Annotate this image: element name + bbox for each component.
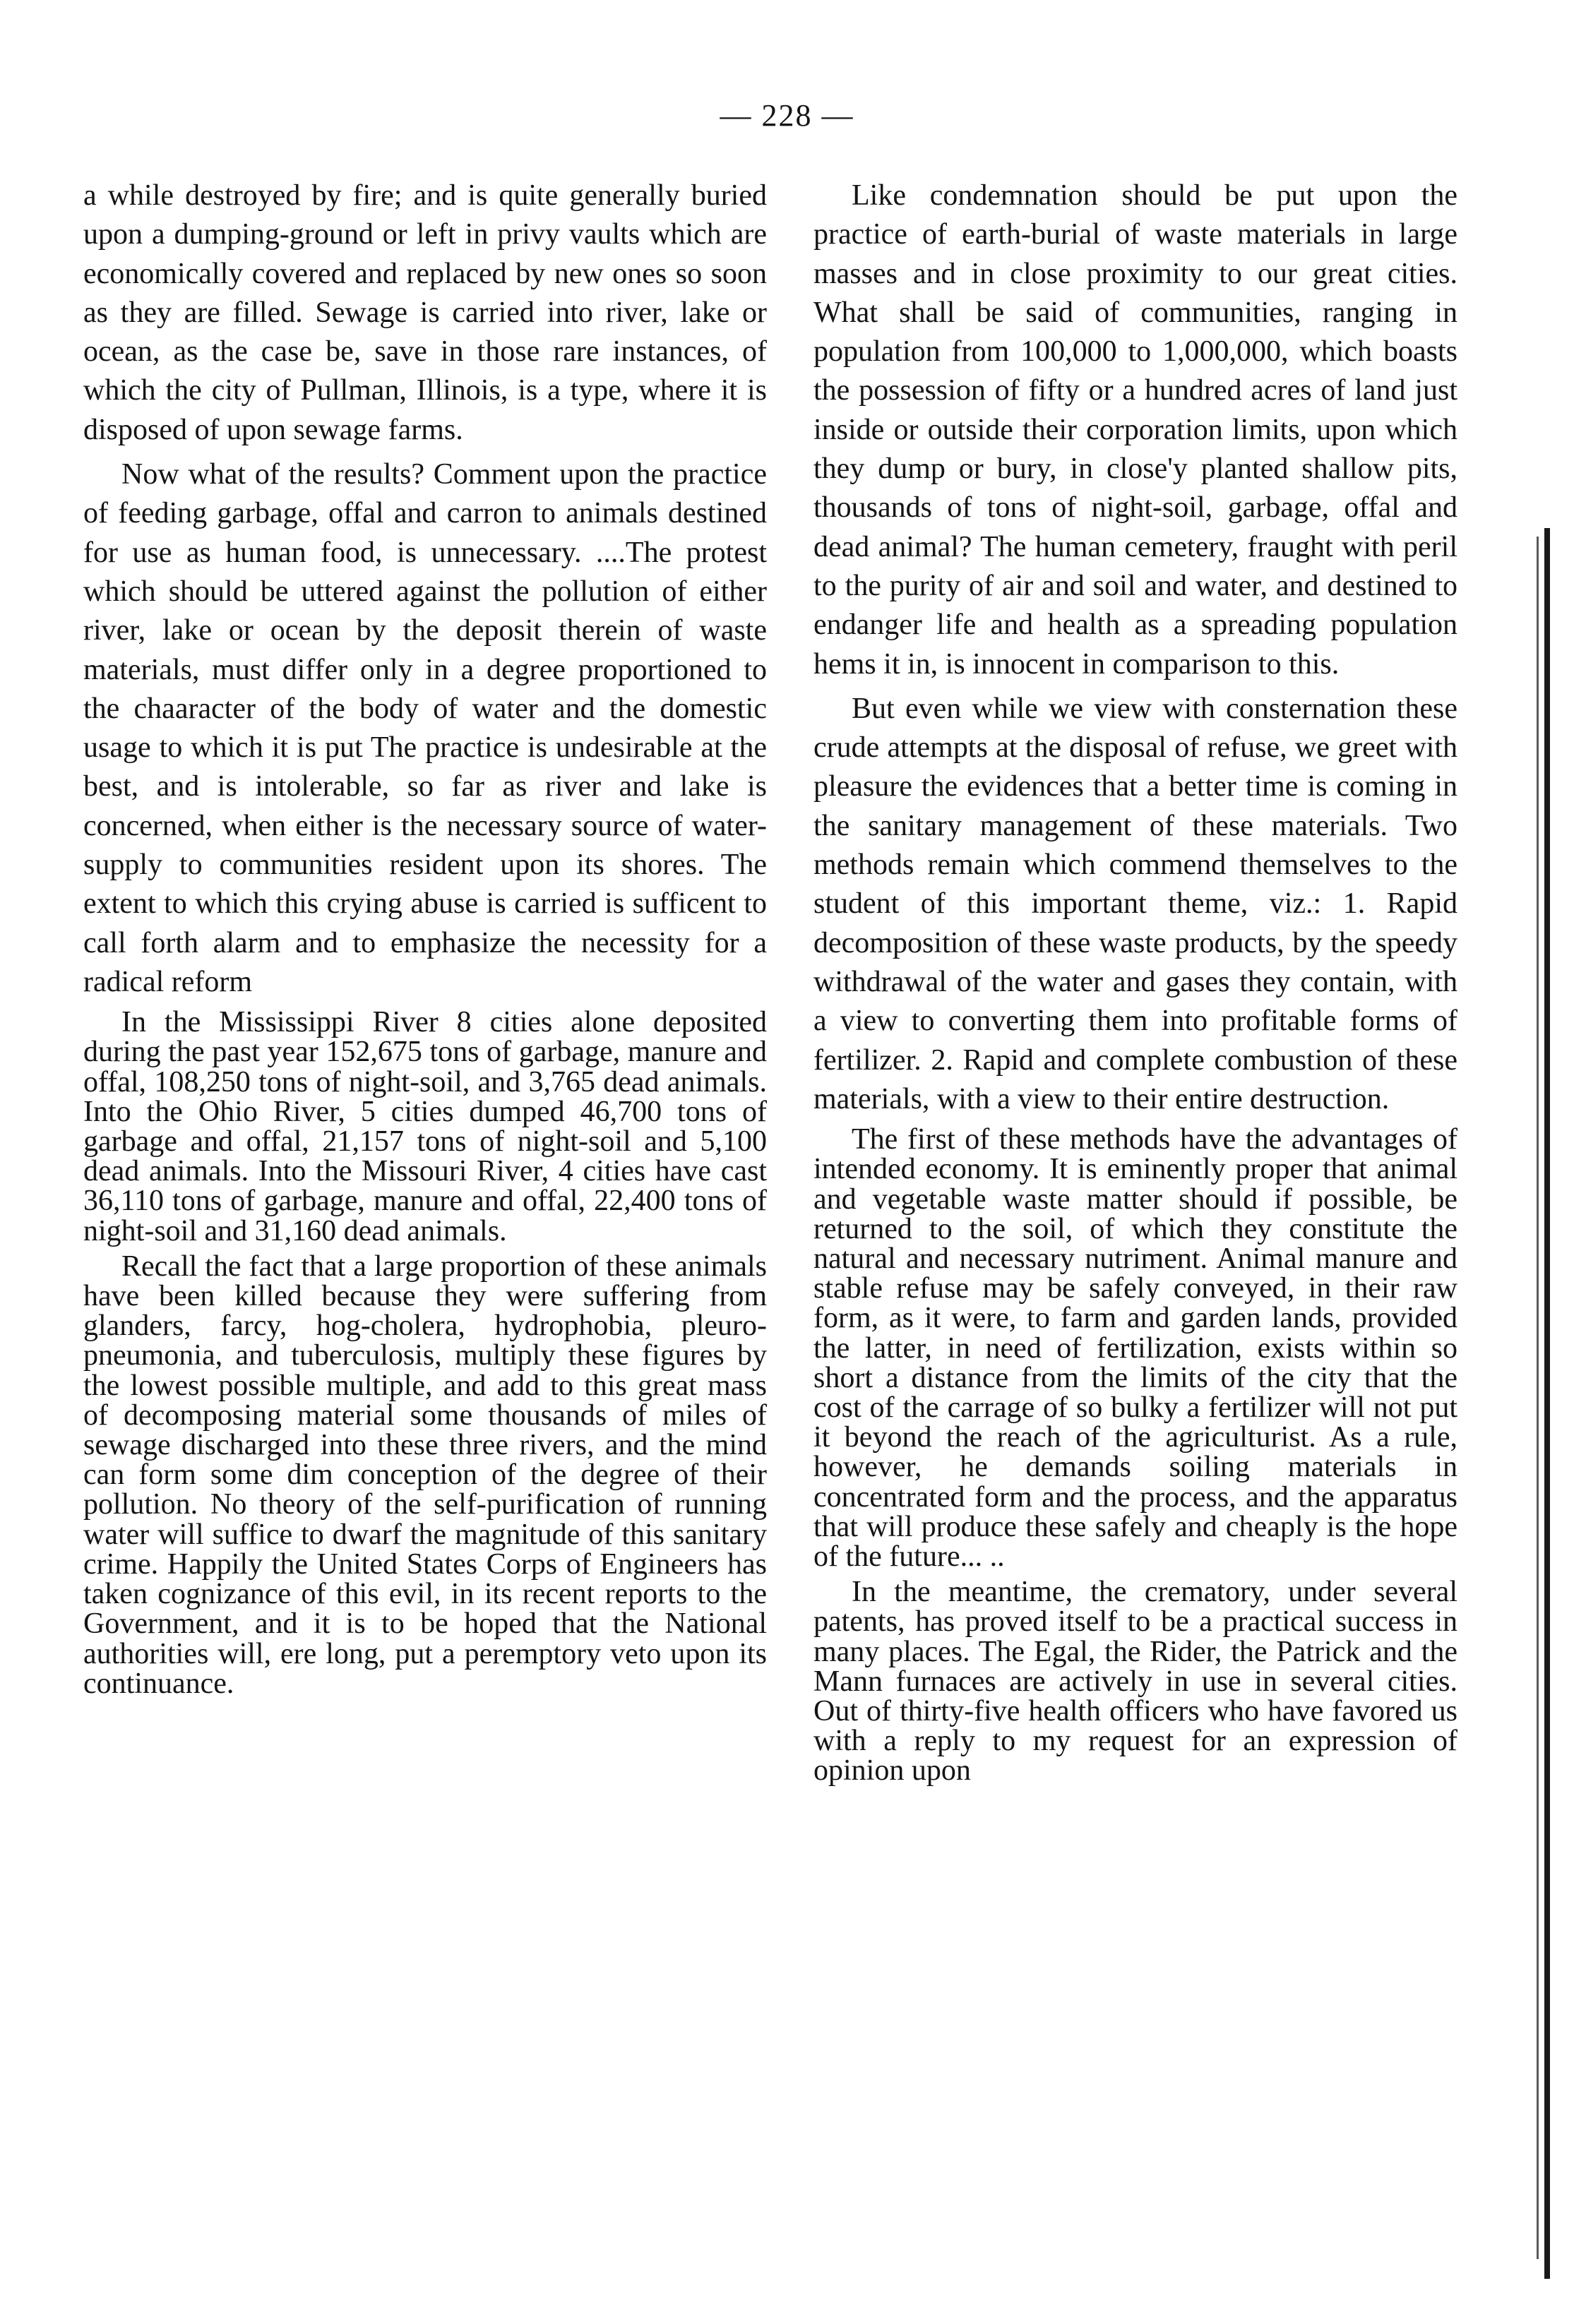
- right-column: [813, 176, 1457, 1786]
- paragraph: Now what of the results? Comment upon the practice of feeding garbage, offal and carron to animals destined for use as human food, is unnecessary. ....The protest which should be uttered against the pollution of either river, lake or ocean by the deposit therein of waste materials, must differ only in a degree proportioned to the chaaracter of the body of water and the domestic usage to which it is put The practice is undesirable at the best, and is intolerable, so far as river and lake is concerned, when either is the necessary source of water-supply to communities resident upon its shores. The extent to which this crying abuse is carried is sufficent to call forth alarm and to emphasize the necessity for a radical reform: [83, 458, 767, 998]
- binding-shadow: [1537, 537, 1539, 2259]
- paragraph: In the Mississippi River 8 cities alone deposited during the past year 152,675 tons of garbage, manure and offal, 108,250 tons of night-soil, and 3,765 dead animals. Into the Ohio River, 5 cities dumped 46,700 tons of garbage and offal, 21,157 tons of night-soil and 5,100 dead animals. Into the Missouri River, 4 cities have cast 36,110 tons of garbage, manure and offal, 22,400 tons of night-soil and 31,160 dead animals.: [83, 1006, 767, 1247]
- paragraph: Like condemnation should be put upon the practice of earth-burial of waste materials in large masses and in close proximity to our great cities. What shall be said of communities, ranging in population from 100,000 to 1,000,000, which boasts the possession of fifty or a hundred acres of land just inside or outside their corporation limits, upon which they dump or bury, in close'y planted shallow pits, thousands of tons of night-soil, garbage, offal and dead animal? The human cemetery, fraught with peril to the purity of air and soil and water, and destined to endanger life and health as a spreading population hems it in, is innocent in comparison to this.: [813, 179, 1457, 681]
- paragraph: The first of these methods have the advantages of intended economy. It is eminently proper that animal and vegetable waste matter should if possible, be returned to the soil, of which they constitute the natural and necessary nutriment. Animal manure and stable refuse may be safely conveyed, in their raw form, as it were, to farm and garden lands, provided the latter, in need of fertilization, exists within so short a distance from the limits of the city that the cost of the carrage of so bulky a fertilizer will not put it beyond the reach of the agriculturist. As a rule, however, he demands soiling materials in concentrated form and the process, and the apparatus that will produce these safely and cheaply is the hope of the future... ..: [813, 1123, 1457, 1573]
- page-number: — 228 —: [720, 98, 854, 133]
- left-column: [83, 176, 767, 1699]
- binding-edge: [1544, 528, 1550, 2279]
- paragraph: In the meantime, the crematory, under several patents, has proved itself to be a practical success in many places. The Egal, the Rider, the Patrick and the Mann furnaces are actively in use in several cities. Out of thirty-five health officers who have favored us with a reply to my request for an expression of opinion upon: [813, 1576, 1457, 1787]
- paragraph: But even while we view with consternation these crude attempts at the disposal of refuse, we greet with pleasure the evidences that a better time is coming in the sanitary management of these materials. Two methods remain which commend themselves to the student of this important theme, viz.: 1. Rapid decomposition of these waste products, by the speedy withdrawal of the water and gases they contain, with a view to converting them into profitable forms of fertilizer. 2. Rapid and complete combustion of these materials, with a view to their entire destruction.: [813, 692, 1457, 1115]
- paragraph: Recall the fact that a large proportion of these animals have been killed because they were suffering from glanders, farcy, hog-cholera, hydrophobia, pleuro-pneumonia, and tuberculosis, multiply these figures by the lowest possible multiple, and add to this great mass of decomposing material some thousands of miles of sewage discharged into these three rivers, and the mind can form some dim conception of the degree of their pollution. No theory of the self-purification of running water will suffice to dwarf the magnitude of this sanitary crime. Happily the United States Corps of Engineers has taken cognizance of this evil, in its recent reports to the Government, and it is to be hoped that the National authorities will, ere long, put a peremptory veto upon its continuance.: [83, 1250, 767, 1700]
- paragraph: a while destroyed by fire; and is quite generally buried upon a dumping-ground or left in privy vaults which are economically covered and replaced by new ones so soon as they are filled. Sewage is carried into river, lake or ocean, as the case be, save in those rare instances, of which the city of Pullman, Illinois, is a type, where it is disposed of upon sewage farms.: [83, 179, 767, 446]
